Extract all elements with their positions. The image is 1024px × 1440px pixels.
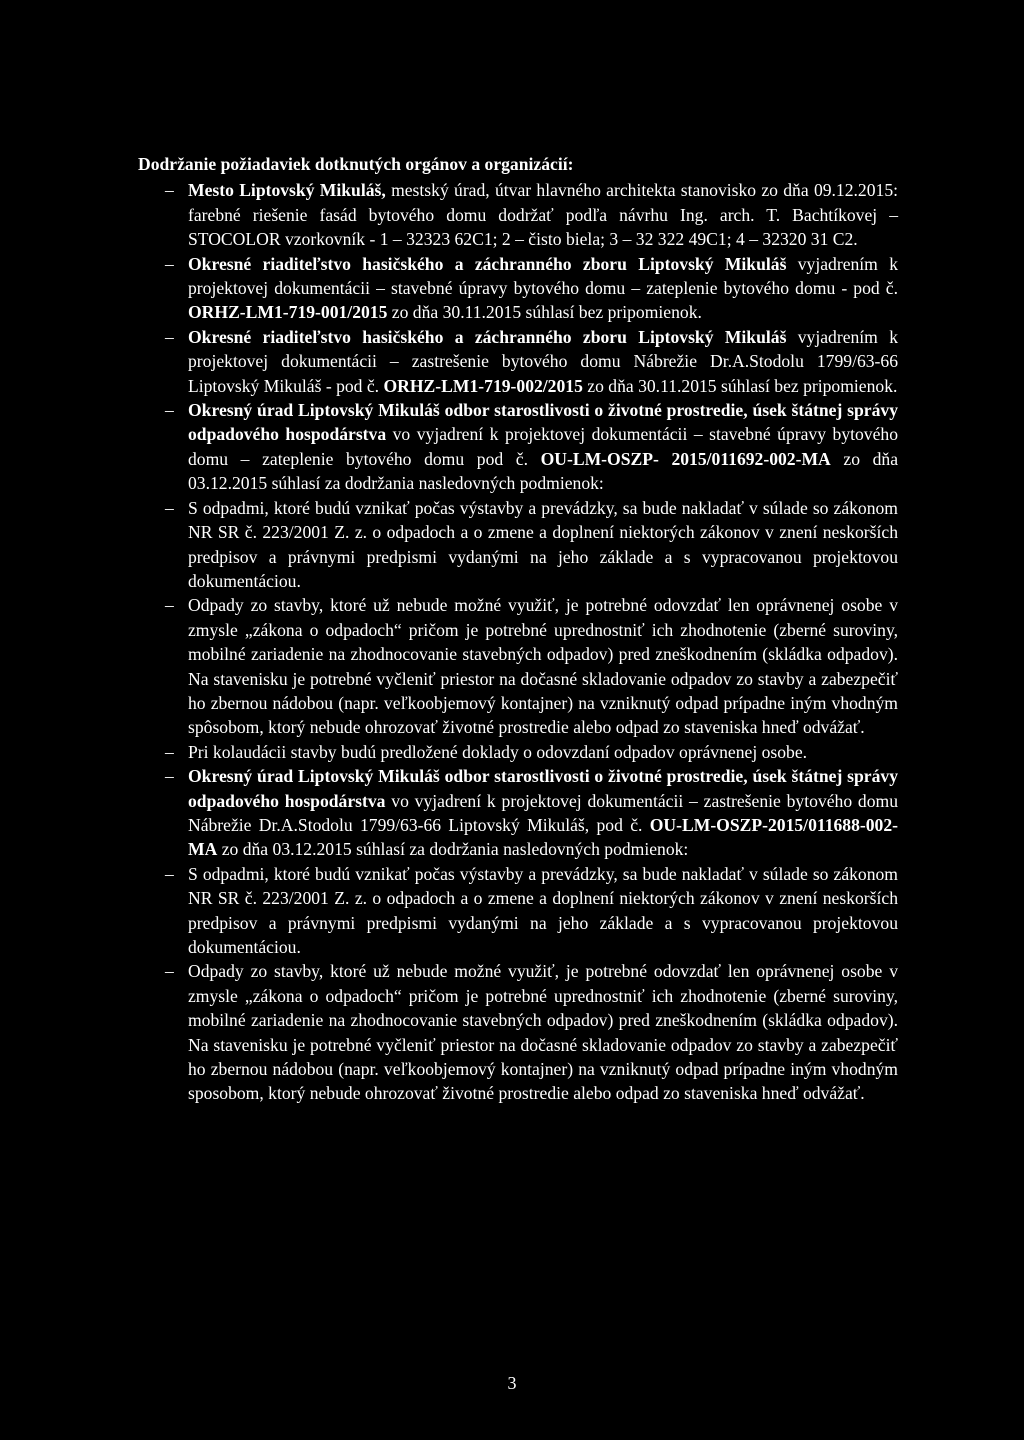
list-item-text [188, 496, 898, 594]
text-segment: vyjadrením k projektovej dokumentácii – stavebné úpravy bytového domu – zateplenie bytového domu - pod č. [188, 253, 898, 299]
text-segment: Pri kolaudácii stavby budú predložené doklady o odovzdaní odpadov oprávnenej osobe. [188, 741, 808, 762]
list-item-text [188, 252, 898, 325]
list-item-text [188, 862, 898, 960]
list-item [138, 764, 898, 862]
text-segment: vyjadrením k projektovej dokumentácii – zastrešenie bytového domu Nábrežie Dr.A.Stodolu 1799/63-66 Liptovský Mikuláš - pod č. [188, 326, 898, 396]
text-segment: zo dňa 03.12.2015 súhlasí za dodržania nasledovných podmienok: [188, 448, 899, 494]
list-item [138, 325, 898, 398]
list-dash: – [165, 863, 174, 884]
list-dash: – [165, 961, 174, 982]
list-dash: – [165, 326, 174, 347]
list-item [138, 398, 898, 496]
list-item [138, 740, 898, 764]
list-item-text [188, 325, 898, 398]
list-dash: – [165, 400, 174, 421]
bold-text-segment: Mesto Liptovský Mikuláš, [188, 180, 386, 201]
list-dash: – [165, 595, 174, 616]
text-segment: S odpadmi, ktoré budú vznikať počas výstavby a prevádzky, sa bude nakladať v súlade so zákonom NR SR č. 223/2001 Z. z. o odpadoch a o zmene a doplnení niektorých zákonov v znení neskorších predpisov a právnymi predpismi vydanými na jeho základe a s vypracovanou projektovou dokumentáciou. [188, 863, 898, 957]
bold-text-segment: OU-LM-OSZP- 2015/011692-002-MA [540, 448, 831, 469]
bold-text-segment: Okresné riaditeľstvo hasičského a záchranného zboru Liptovský Mikuláš [188, 326, 787, 347]
list-item-text [188, 178, 898, 251]
text-segment: zo dňa 30.11.2015 súhlasí bez pripomienok. [582, 375, 898, 396]
text-segment: zo dňa 30.11.2015 súhlasí bez pripomienok. [387, 302, 702, 323]
text-segment: Odpady zo stavby, ktoré už nebude možné využiť, je potrebné odovzdať len oprávnenej osobe v zmysle „zákona o odpadoch“ pričom je potrebné uprednostniť ich zhodnotenie (zberné suroviny, mobilné zariadenie na zhodnocovanie stavebných odpadov) pred zneškodnením (skládka odpadov). Na stavenisku je potrebné vyčleniť priestor na dočasné skladovanie odpadov zo stavby a zabezpečiť ho zbernou nádobou (napr. veľkoobjemový kontajner) na vzniknutý odpad prípadne iným vhodným spôsobom, ktorý nebude ohrozovať životné prostredie alebo odpad zo staveniska hneď odvážať. [188, 595, 898, 738]
list-item-text [188, 740, 898, 764]
bold-text-segment: Okresný úrad Liptovský Mikuláš odbor starostlivosti o životné prostredie, úsek štátnej správy odpadového hospodárstva [188, 766, 898, 811]
bold-text-segment: OU-LM-OSZP-2015/011688-002-MA [188, 814, 898, 860]
section-heading: Dodržanie požiadaviek dotknutých orgánov a organizácií: [138, 154, 574, 174]
list-item-text [188, 764, 898, 862]
list-item-text [188, 959, 898, 1105]
list-item [138, 496, 898, 594]
list-item [138, 593, 898, 739]
bold-text-segment: Okresný úrad Liptovský Mikuláš odbor starostlivosti o životné prostredie, úsek štátnej správy odpadového hospodárstva [188, 400, 898, 445]
list-item-text [188, 593, 898, 739]
list-item-text [188, 398, 898, 496]
bold-text-segment: Okresné riaditeľstvo hasičského a záchranného zboru Liptovský Mikuláš [188, 253, 787, 274]
list-dash: – [165, 741, 174, 762]
document-page [138, 152, 898, 1106]
list-item [138, 178, 898, 251]
bold-text-segment: ORHZ-LM1-719-001/2015 [188, 302, 388, 323]
list-dash: – [165, 253, 174, 274]
bold-text-segment: ORHZ-LM1-719-002/2015 [383, 375, 583, 396]
text-segment: vo vyjadrení k projektovej dokumentácii – stavebné úpravy bytového domu – zateplenie bytového domu pod č. [188, 424, 898, 469]
list-item [138, 862, 898, 960]
list-dash: – [165, 766, 174, 787]
list-item [138, 252, 898, 325]
text-segment: vo vyjadrení k projektovej dokumentácii – zastrešenie bytového domu Nábrežie Dr.A.Stodolu 1799/63-66 Liptovský Mikuláš, pod č. [188, 790, 899, 835]
list-dash: – [165, 180, 174, 201]
text-segment: Odpady zo stavby, ktoré už nebude možné využiť, je potrebné odovzdať len oprávnenej osobe v zmysle „zákona o odpadoch“ pričom je potrebné uprednostniť ich zhodnotenie (zberné suroviny, mobilné zariadenie na zhodnocovanie stavebných odpadov) pred zneškodnením (skládka odpadov). Na stavenisku je potrebné vyčleniť priestor na dočasné skladovanie odpadov zo stavby a zabezpečiť ho zbernou nádobou (napr. veľkoobjemový kontajner) na vzniknutý odpad prípadne iným vhodným sposobom, ktorý nebude ohrozovať životné prostredie alebo odpad zo staveniska hneď odvážať. [188, 961, 898, 1104]
requirements-list [138, 178, 898, 1105]
page-number: 3 [507, 1373, 517, 1393]
text-segment: mestský úrad, útvar hlavného architekta stanovisko zo dňa 09.12.2015: farebné riešenie fasád bytového domu dodržať podľa návrhu Ing. arch. T. Bachtíkovej – STOCOLOR vzorkovník - 1 – 32323 62C1; 2 – čisto biela; 3 – 32 322 49C1; 4 – 32320 31 C2. [188, 180, 898, 250]
text-segment: zo dňa 03.12.2015 súhlasí za dodržania nasledovných podmienok: [217, 839, 689, 860]
list-dash: – [165, 497, 174, 518]
text-segment: S odpadmi, ktoré budú vznikať počas výstavby a prevádzky, sa bude nakladať v súlade so zákonom NR SR č. 223/2001 Z. z. o odpadoch a o zmene a doplnení niektorých zákonov v znení neskorších predpisov a právnymi predpismi vydanými na jeho základe a s vypracovanou projektovou dokumentáciou. [188, 497, 898, 591]
list-item [138, 959, 898, 1105]
